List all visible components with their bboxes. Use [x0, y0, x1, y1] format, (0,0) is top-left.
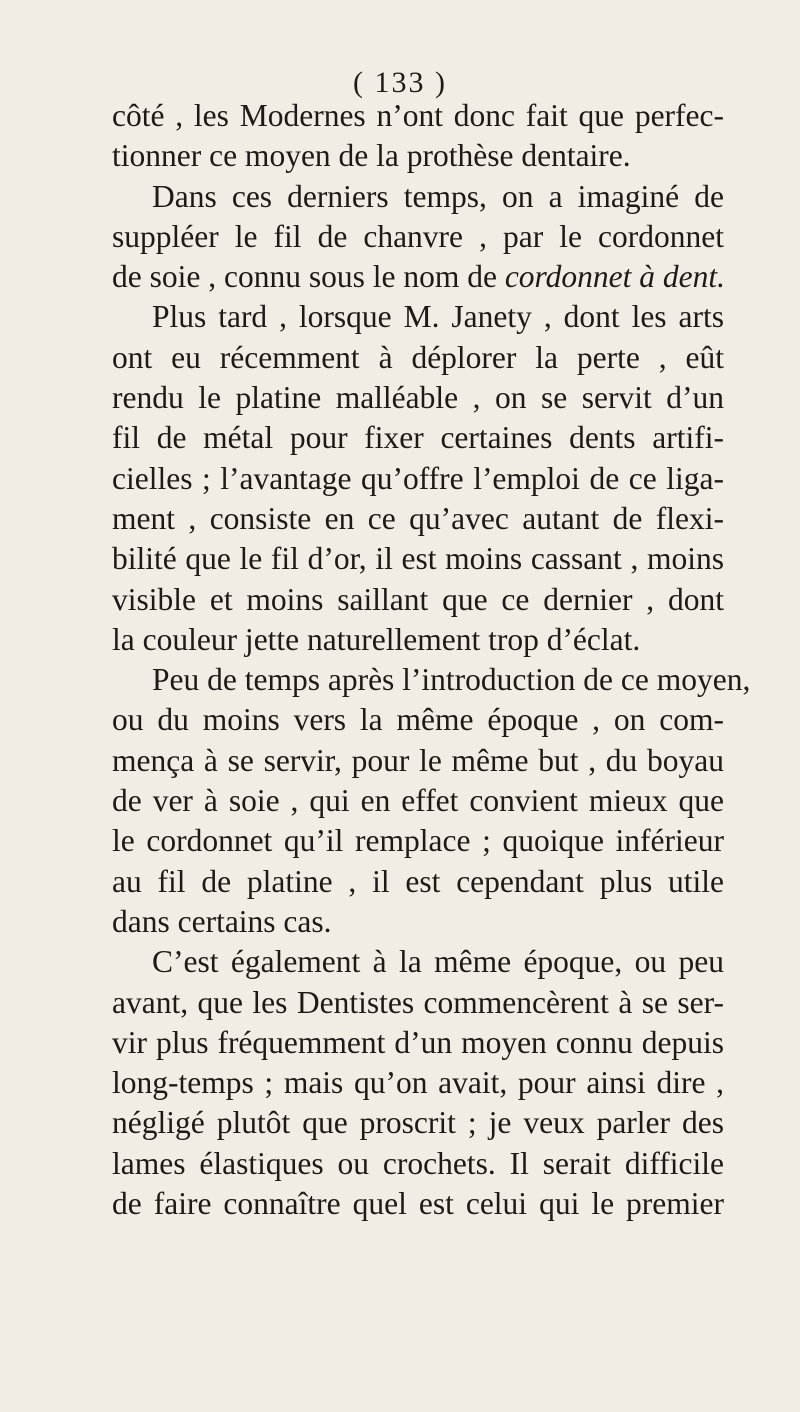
- text-line-3: Dans ces derniers temps, on a imaginé de: [152, 178, 724, 214]
- text-line-21: dans certains cas.: [112, 903, 332, 939]
- text-line-22: C’est également à la même époque, ou peu: [152, 944, 724, 980]
- text-line-17: mença à se servir, pour le même but , du boyau: [112, 742, 724, 778]
- text-line-14: la couleur jette naturellement trop d’éclat.: [112, 621, 641, 657]
- text-line-23: avant, que les Dentistes commencèrent à se ser-: [112, 984, 724, 1020]
- text-line-6: Plus tard , lorsque M. Janety , dont les arts: [152, 299, 724, 335]
- text-line-19: le cordonnet qu’il remplace ; quoique inférieur: [112, 823, 724, 859]
- text-line-26: négligé plutôt que proscrit ; je veux parler des: [112, 1105, 724, 1141]
- text-line-5-roman: de soie , connu sous le nom de: [112, 259, 505, 295]
- text-line-18: de ver à soie , qui en effet convient mieux que: [112, 783, 724, 819]
- text-line-8: rendu le platine malléable , on se servit d’un: [112, 380, 724, 416]
- text-line-9: fil de métal pour fixer certaines dents artifi-: [112, 420, 724, 456]
- text-line-5: [112, 257, 724, 297]
- text-line-7: ont eu récemment à déplorer la perte , eût: [112, 339, 724, 375]
- text-line-1: côté , les Modernes n’ont donc fait que perfec-: [112, 98, 724, 133]
- text-line-27: lames élastiques ou crochets. Il serait difficile: [112, 1145, 724, 1181]
- text-line-4: suppléer le fil de chanvre , par le cordonnet: [112, 218, 724, 254]
- text-line-16: ou du moins vers la même époque , on com-: [112, 702, 724, 738]
- text-line-12: bilité que le fil d’or, il est moins cassant , moins: [112, 541, 724, 577]
- page-number: ( 133 ): [353, 66, 447, 99]
- text-line-24: vir plus fréquemment d’un moyen connu depuis: [112, 1024, 724, 1060]
- text-line-28: de faire connaître quel est celui qui le premier: [112, 1186, 724, 1222]
- text-line-2: tionner ce moyen de la prothèse dentaire.: [112, 138, 631, 174]
- body-text: [112, 96, 751, 1224]
- text-line-5-italic: cordonnet à dent.: [504, 259, 725, 295]
- text-line-13: visible et moins saillant que ce dernier , dont: [112, 581, 724, 617]
- text-line-25: long-temps ; mais qu’on avait, pour ainsi dire ,: [112, 1065, 724, 1101]
- text-line-15: Peu de temps après l’introduction de ce moyen,: [152, 662, 751, 698]
- text-line-10: cielles ; l’avantage qu’offre l’emploi de ce liga-: [112, 460, 724, 496]
- text-line-11: ment , consiste en ce qu’avec autant de flexi-: [112, 500, 724, 536]
- text-line-20: au fil de platine , il est cependant plus utile: [112, 863, 724, 899]
